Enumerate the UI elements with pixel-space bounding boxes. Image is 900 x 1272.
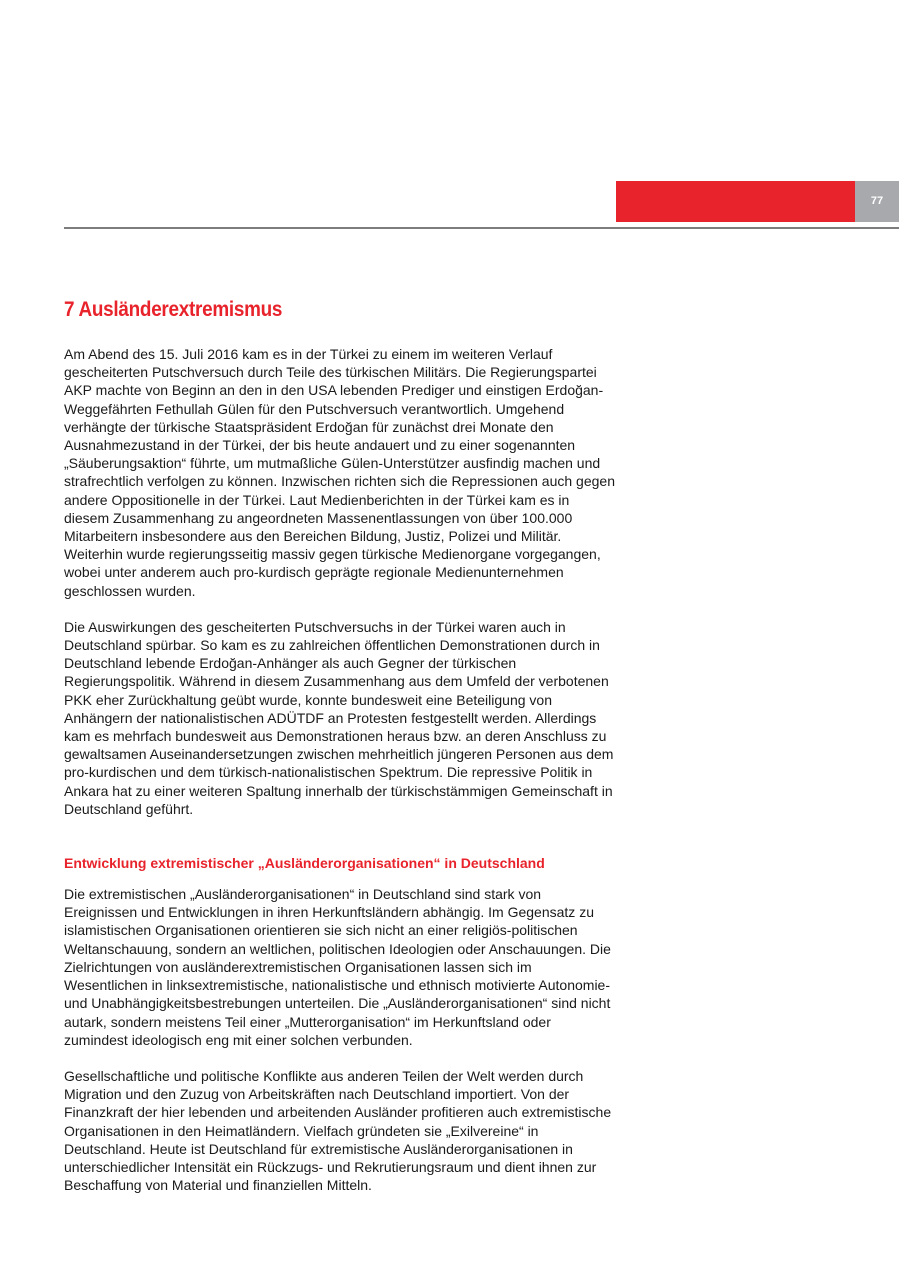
body-paragraph: Am Abend des 15. Juli 2016 kam es in der Türkei zu einem im weiteren Verlauf gescheiterten Putschversuch durch Teile des türkischen Militärs. Die Regierungspartei AKP machte von Beginn an den in den USA lebenden Prediger und einstigen Erdoğan-Weggefährten Fethullah Gülen für den Putschversuch verantwortlich. Umgehend verhängte der türkische Staatspräsident Erdoğan für zunächst drei Monate den Ausnahmezustand in der Türkei, der bis heute andauert und zu einer sogenannten „Säuberungsaktion“ führte, um mutmaßliche Gülen-Unterstützer ausfindig machen und strafrechtlich verfolgen zu können. Inzwischen richten sich die Repressionen auch gegen andere Oppositionelle in der Türkei. Laut Medienberichten in der Türkei kam es in diesem Zusammenhang zu angeordneten Massenentlassungen von über 100.000 Mitarbeitern insbesondere aus den Bereichen Bildung, Justiz, Polizei und Militär. Weiterhin wurde regierungsseitig massiv gegen türkische Medienorgane vorgegangen, wobei unter anderem auch pro-kurdisch geprägte regionale Medienunternehmen geschlossen wurden.	[64, 346, 615, 599]
body-paragraph: Die Auswirkungen des gescheiterten Putschversuchs in der Türkei waren auch in Deutschland spürbar. So kam es zu zahlreichen öffentlichen Demonstrationen durch in Deutschland lebende Erdoğan-Anhänger als auch Gegner der türkischen Regierungspolitik. Während in diesem Zusammenhang aus dem Umfeld der verbotenen PKK eher Zurückhaltung geübt wurde, konnte bundesweit eine Beteiligung von Anhängern der nationalistischen ADÜTDF an Protesten festgestellt werden. Allerdings kam es mehrfach bundesweit aus Demonstrationen heraus bzw. an deren Anschluss zu gewaltsamen Auseinandersetzungen zwischen mehrheitlich jüngeren Personen aus dem pro-kurdischen und dem türkisch-nationalistischen Spektrum. Die repressive Politik in Ankara hat zu einer weiteren Spaltung innerhalb der türkischstämmigen Gemeinschaft in Deutschland geführt.	[64, 618, 614, 817]
body-paragraph: Die extremistischen „Ausländerorganisationen“ in Deutschland sind stark von Ereignissen und Entwicklungen in ihren Herkunftsländern abhängig. Im Gegensatz zu islamistischen Organisationen orientieren sie sich nicht an einer religiös-politischen Weltanschauung, sondern an weltlichen, politischen Ideologien oder Anschauungen. Die Zielrichtungen von ausländerextremistischen Organisationen lassen sich im Wesentlichen in linksextremistische, nationalistische und ethnisch motivierte Autonomie- und Unabhängigkeitsbestrebungen unterteilen. Die „Ausländerorganisationen“ sind nicht autark, sondern meistens Teil einer „Mutterorganisation“ im Herkunftsland oder zumindest ideologisch eng mit einer solchen verbunden.	[64, 886, 611, 1048]
section-title: Entwicklung extremistischer „Ausländerorganisationen“ in Deutschland	[64, 855, 545, 872]
page-number: 77	[855, 181, 899, 222]
page-content	[64, 296, 616, 1212]
chapter-title: 7 Ausländerextremismus	[64, 298, 283, 321]
body-paragraph: Gesellschaftliche und politische Konflikte aus anderen Teilen der Welt werden durch Migration und den Zuzug von Arbeitskräften nach Deutschland importiert. Von der Finanzkraft der hier lebenden und arbeitenden Ausländer profitieren auch extremistische Organisationen in den Heimatländern. Vielfach gründeten sie „Exilvereine“ in Deutschland. Heute ist Deutschland für extremistische Ausländerorganisationen in unterschiedlicher Intensität ein Rückzugs- und Rekrutierungsraum und dient ihnen zur Beschaffung von Material und finanziellen Mitteln.	[64, 1067, 612, 1194]
header-divider	[64, 227, 899, 229]
header-accent-bar	[616, 181, 855, 222]
